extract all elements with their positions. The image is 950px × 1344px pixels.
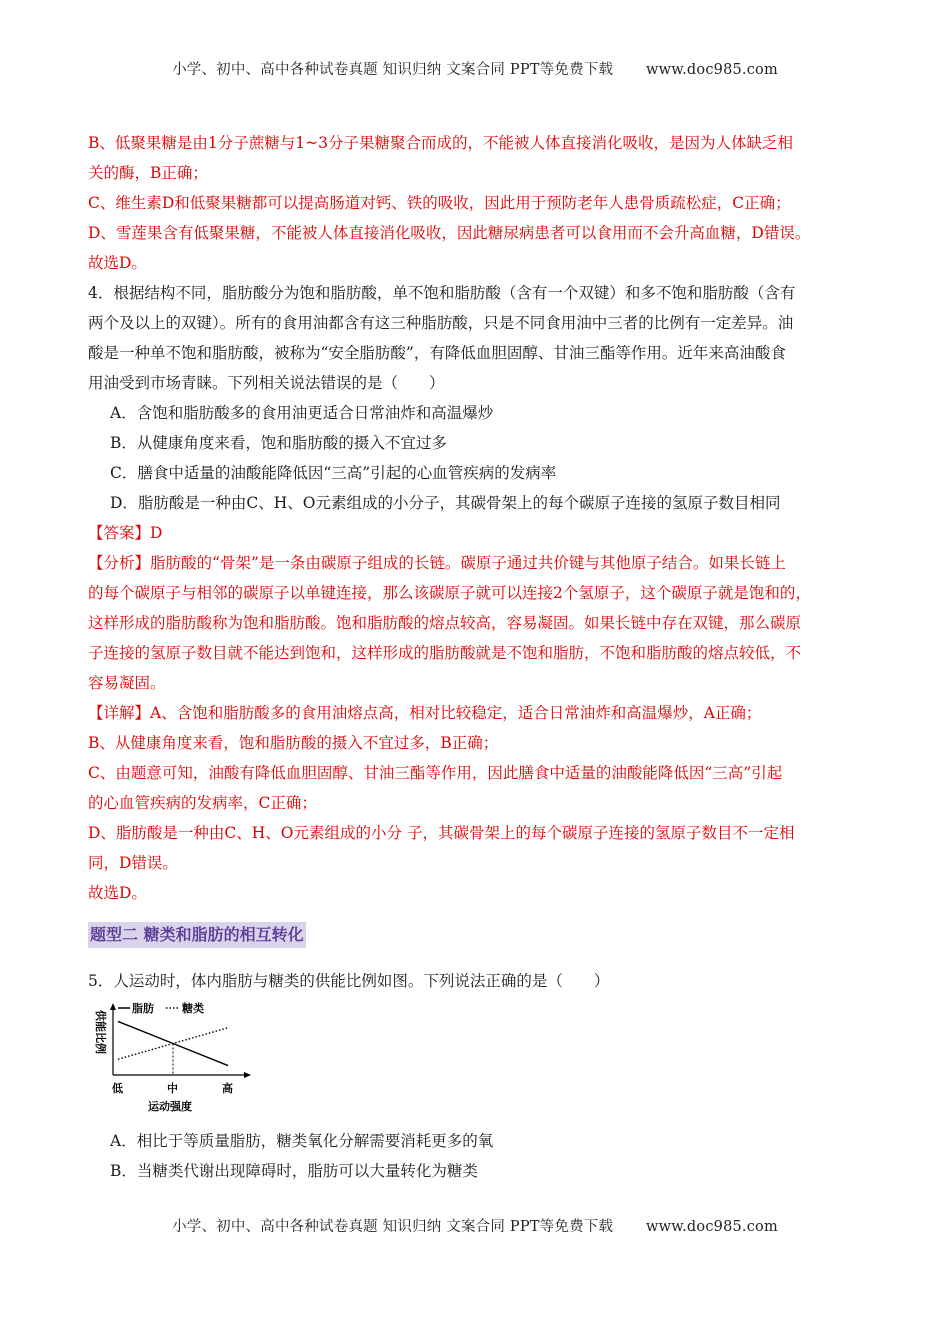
analysis-text: 脂肪酸的“骨架”是一条由碳原子组成的长链。碳原子通过共价键与其他原子结合。如果长链上 bbox=[150, 554, 786, 572]
detail-label: 【详解】 bbox=[88, 704, 151, 722]
x-axis-arrow bbox=[244, 1072, 251, 1078]
document-body bbox=[88, 128, 863, 1186]
q4-stem-line3: 酸是一种单不饱和脂肪酸，被称为“安全脂肪酸”，有降低血胆固醇、甘油三酯等作用。近年来高油酸食 bbox=[88, 344, 786, 362]
x-tick-label: 中 bbox=[167, 1082, 178, 1095]
analysis-label: 【分析】 bbox=[88, 554, 151, 572]
q4-analysis-line2: 的每个碳原子与相邻的碳原子以单键连接，那么该碳原子就可以连接2个氢原子，这个碳原子就是饱和的， bbox=[88, 584, 811, 602]
q5-stem: 5．人运动时，体内脂肪与糖类的供能比例如图。下列说法正确的是（ ） bbox=[88, 972, 610, 990]
q4-detail-b: B、从健康角度来看，饱和脂肪酸的摄入不宜过多，B正确； bbox=[88, 734, 499, 752]
detail-a-text: A、含饱和脂肪酸多的食用油熔点高，相对比较稳定，适合日常油炸和高温爆炒，A正确； bbox=[150, 704, 762, 722]
section-title: 题型二 糖类和脂肪的相互转化 bbox=[88, 922, 306, 948]
q4-stem-line1: 4．根据结构不同，脂肪酸分为饱和脂肪酸，单不饱和脂肪酸（含有一个双键）和多不饱和脂肪酸（含有 bbox=[88, 284, 796, 302]
prev-answer-b-line2: 关的酶，B正确； bbox=[88, 164, 208, 182]
q4-detail-c-line2: 的心血管疾病的发病率，C正确； bbox=[88, 794, 317, 812]
x-tick-label: 高 bbox=[222, 1082, 233, 1095]
q4-stem-line4: 用油受到市场青睐。下列相关说法错误的是（ ） bbox=[88, 374, 445, 392]
q4-option-c: C．膳食中适量的油酸能降低因“三高”引起的心血管疾病的发病率 bbox=[110, 464, 557, 482]
q4-option-a: A．含饱和脂肪酸多的食用油更适合日常油炸和高温爆炒 bbox=[110, 404, 494, 422]
page-footer bbox=[0, 1215, 950, 1236]
q4-detail-d-line2: 同，D错误。 bbox=[88, 854, 178, 872]
prev-answer-b-line1: B、低聚果糖是由1分子蔗糖与1~3分子果糖聚合而成的，不能被人体直接消化吸收，是因为人体缺乏相 bbox=[88, 134, 793, 152]
page-header bbox=[0, 58, 950, 79]
y-axis-label: 供能比例 bbox=[94, 1010, 107, 1054]
header-text: 小学、初中、高中各种试卷真题 知识归纳 文案合同 PPT等免费下载 bbox=[172, 62, 614, 78]
legend-label-sugar: 糖类 bbox=[182, 1002, 204, 1015]
q5-option-a: A．相比于等质量脂肪，糖类氧化分解需要消耗更多的氧 bbox=[110, 1132, 494, 1150]
legend-label-fat: 脂肪 bbox=[132, 1002, 154, 1015]
y-axis-arrow bbox=[110, 1003, 116, 1010]
prev-answer-d: D、雪莲果含有低聚果糖，不能被人体直接消化吸收，因此糖尿病患者可以食用而不会升高血糖，D错误。 bbox=[88, 224, 811, 242]
prev-answer-conclusion: 故选D。 bbox=[88, 254, 147, 272]
answer-label: 【答案】 bbox=[88, 524, 151, 542]
series-line-sugar bbox=[118, 1028, 228, 1060]
chart-svg bbox=[88, 1000, 268, 1118]
x-tick-label: 低 bbox=[112, 1082, 123, 1095]
q4-option-d: D．脂肪酸是一种由C、H、O元素组成的小分子，其碳骨架上的每个碳原子连接的氢原子数目相同 bbox=[110, 494, 781, 512]
q5-option-b: B．当糖类代谢出现障碍时，脂肪可以大量转化为糖类 bbox=[110, 1162, 478, 1180]
answer-value: D bbox=[150, 524, 163, 542]
q4-analysis-line3: 这样形成的脂肪酸称为饱和脂肪酸。饱和脂肪酸的熔点较高，容易凝固。如果长链中存在双键，那么碳原 bbox=[88, 614, 802, 632]
q4-conclusion: 故选D。 bbox=[88, 884, 147, 902]
q4-answer bbox=[88, 518, 863, 548]
q4-analysis-line5: 容易凝固。 bbox=[88, 674, 166, 692]
x-axis-label: 运动强度 bbox=[148, 1100, 192, 1113]
energy-chart bbox=[88, 1000, 863, 1122]
q4-analysis-line4: 子连接的氢原子数目就不能达到饱和，这样形成的脂肪酸就是不饱和脂肪，不饱和脂肪酸的熔点较低，不 bbox=[88, 644, 802, 662]
q4-stem-line2: 两个及以上的双键）。所有的食用油都含有这三种脂肪酸，只是不同食用油中三者的比例有一定差异。油 bbox=[88, 314, 794, 332]
q4-detail-c-line1: C、由题意可知，油酸有降低血胆固醇、甘油三酯等作用，因此膳食中适量的油酸能降低因“三高”引起 bbox=[88, 764, 783, 782]
header-url[interactable]: www.doc985.com bbox=[645, 62, 778, 78]
footer-url[interactable]: www.doc985.com bbox=[645, 1219, 778, 1235]
q4-detail-d-line1: D、脂肪酸是一种由C、H、O元素组成的小分 子，其碳骨架上的每个碳原子连接的氢原子数目不一定相 bbox=[88, 824, 795, 842]
prev-answer-c: C、维生素D和低聚果糖都可以提高肠道对钙、铁的吸收，因此用于预防老年人患骨质疏松症，C正确； bbox=[88, 194, 791, 212]
q4-option-b: B．从健康角度来看，饱和脂肪酸的摄入不宜过多 bbox=[110, 434, 447, 452]
q4-analysis-line1 bbox=[88, 548, 863, 578]
q4-detail-a bbox=[88, 698, 863, 728]
footer-text: 小学、初中、高中各种试卷真题 知识归纳 文案合同 PPT等免费下载 bbox=[172, 1219, 614, 1235]
